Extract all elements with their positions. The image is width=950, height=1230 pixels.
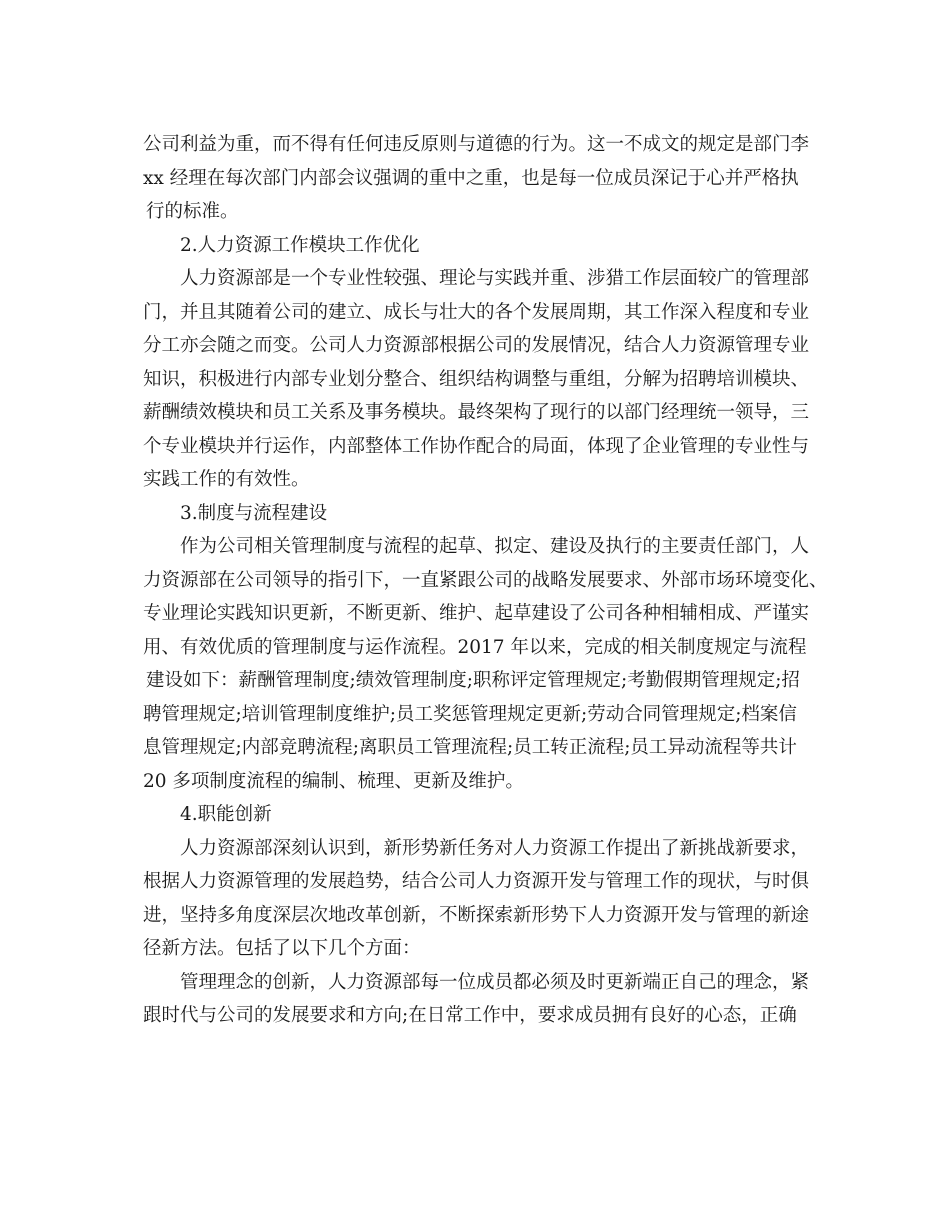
text-line: 径新方法。包括了以下几个方面：: [143, 938, 421, 959]
text-line: 用、有效优质的管理制度与运作流程。2017 年以来，完成的相关制度规定与流程: [143, 636, 807, 658]
paragraph-start-line: 作为公司相关管理制度与流程的起草、拟定、建设及执行的主要责任部门，人: [180, 536, 810, 557]
paragraph-start-line: 2.人力资源工作模块工作优化: [180, 234, 420, 256]
text-line: 行的标准。: [146, 201, 239, 222]
text-line: 个专业模块并行运作，内部整体工作协作配合的局面，体现了企业管理的专业性与: [143, 435, 810, 457]
text-line: 知识，积极进行内部专业划分整合、组织结构调整与重组，分解为招聘培训模块、: [143, 368, 810, 390]
paragraph-start-line: 人力资源部是一个专业性较强、理论与实践并重、涉猎工作层面较广的管理部: [180, 268, 810, 289]
text-line: 分工亦会随之而变。公司人力资源部根据公司的发展情况，结合人力资源管理专业: [143, 335, 810, 356]
text-line: 20 多项制度流程的编制、梳理、更新及维护。: [143, 770, 524, 792]
text-line: 薪酬绩效模块和员工关系及事务模块。最终架构了现行的以部门经理统一领导，三: [143, 402, 810, 423]
text-line: 力资源部在公司领导的指引下，一直紧跟公司的战略发展要求、外部市场环境变化、: [143, 569, 828, 591]
paragraph-start-line: 管理理念的创新，人力资源部每一位成员都必须及时更新端正自己的理念，紧: [180, 971, 810, 993]
text-line: 实践工作的有效性。: [143, 469, 310, 490]
text-line: 息管理规定;内部竞聘流程;离职员工管理流程;员工转正流程;员工异动流程等共计: [143, 737, 797, 758]
text-line: 专业理论实践知识更新，不断更新、维护、起草建设了公司各种相辅相成、严谨实: [143, 603, 810, 624]
text-line: 门，并且其随着公司的建立、成长与壮大的各个发展周期，其工作深入程度和专业: [143, 301, 810, 323]
text-line: 建设如下：薪酬管理制度;绩效管理制度;职称评定管理规定;考勤假期管理规定;招: [146, 670, 800, 691]
paragraph-start-line: 3.制度与流程建设: [180, 502, 328, 524]
paragraph-start-line: 4.职能创新: [180, 804, 272, 825]
text-line: 聘管理规定;培训管理制度维护;员工奖惩管理规定更新;劳动合同管理规定;档案信: [143, 703, 797, 725]
text-line: xx 经理在每次部门内部会议强调的重中之重，也是每一位成员深记于心并严格执: [143, 167, 799, 189]
document-body: [143, 128, 828, 1033]
text-line: 根据人力资源管理的发展趋势，结合公司人力资源开发与管理工作的现状，与时俱: [143, 871, 810, 892]
text-line: 公司利益为重，而不得有任何违反原则与道德的行为。这一不成文的规定是部门李: [143, 134, 810, 155]
text-line: 跟时代与公司的发展要求和方向;在日常工作中，要求成员拥有良好的心态，正确: [143, 1005, 797, 1026]
text-line: 进，坚持多角度深层次地改革创新，不断探索新形势下人力资源开发与管理的新途: [143, 904, 810, 926]
paragraph-start-line: 人力资源部深刻认识到，新形势新任务对人力资源工作提出了新挑战新要求，: [180, 837, 810, 859]
